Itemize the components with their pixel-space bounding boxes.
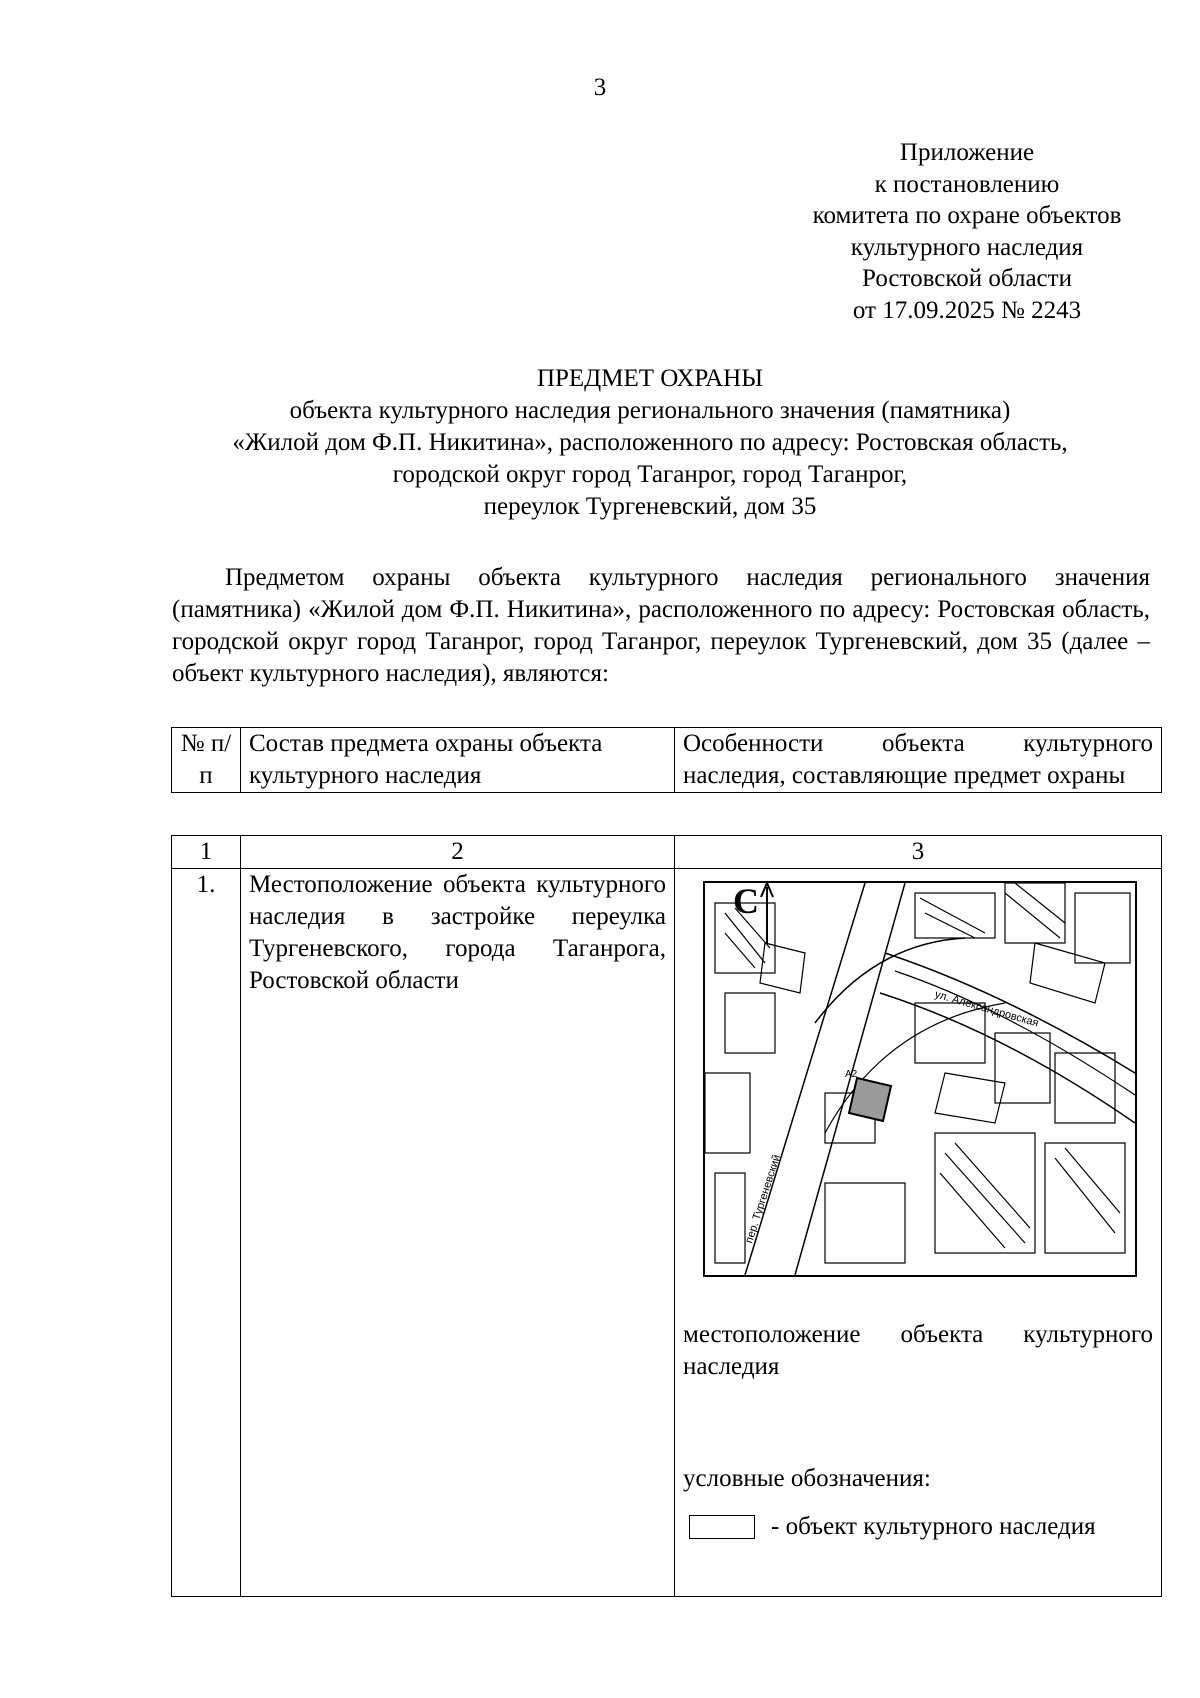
legend-title: условные обозначения:: [683, 1465, 931, 1492]
street-label-turgenevsky: пер. Тургеневский: [743, 1153, 784, 1245]
column-number: 1: [172, 836, 241, 869]
legend-swatch: [689, 1515, 755, 1539]
map-caption: местоположение объекта культурного наследия: [683, 1321, 1153, 1380]
column-number: 3: [675, 836, 1162, 869]
location-map: [703, 881, 1137, 1277]
annex-line: Приложение: [899, 139, 1035, 166]
column-number-row: [172, 836, 1162, 869]
annex-line: от 17.09.2025 № 2243: [852, 296, 1082, 324]
title-line: объекта культурного наследия регионального значения (памятника): [289, 397, 1011, 424]
header-cell-features: Особенности объекта культурного наследия, составляющие предмет охраны: [675, 728, 1162, 793]
north-letter: С: [733, 881, 759, 921]
annex-header: [780, 137, 1154, 326]
legend-item: [683, 1511, 1153, 1543]
annex-line: Ростовской области: [862, 265, 1072, 292]
column-number: 2: [241, 836, 675, 869]
protection-table: [171, 835, 1162, 1597]
title-heading: ПРЕДМЕТ ОХРАНЫ: [536, 365, 764, 392]
header-cell-number: № п/п: [172, 728, 241, 793]
title-line: переулок Тургеневский, дом 35: [483, 493, 817, 520]
title-line: городской округ город Таганрог, город Таганрог,: [392, 461, 908, 488]
row-features: [675, 869, 1162, 1597]
title-line: «Жилой дом Ф.П. Никитина», расположенного по адресу: Ростовская область,: [232, 429, 1068, 456]
header-cell-composition: Состав предмета охраны объекта культурного наследия: [241, 728, 675, 793]
row-number: 1.: [172, 869, 241, 1597]
page-number: 3: [593, 74, 607, 101]
header-table: [171, 727, 1162, 793]
row-composition: Местоположение объекта культурного наследия в застройке переулка Тургеневского, города Таганрога, Ростовской области: [241, 869, 675, 1597]
intro-paragraph: Предметом охраны объекта культурного наследия регионального значения (памятника) «Жилой дом Ф.П. Никитина», расположенного по адресу: Ростовская область, городской округ город Таганрог, город Таганрог, переулок Тургеневский, дом 35 (далее – объект культурного наследия), являются:: [172, 564, 1150, 687]
object-label: А2: [845, 1069, 858, 1080]
street-label-aleksandrovskaya: ул. Александровская: [933, 988, 1040, 1030]
legend-label: - объект культурного наследия: [771, 1513, 1096, 1540]
document-title: [150, 363, 1150, 523]
table-row: [172, 869, 1162, 1597]
annex-line: к постановлению: [874, 170, 1060, 198]
annex-line: культурного наследия: [850, 233, 1084, 261]
annex-line: комитета по охране объектов: [812, 202, 1122, 229]
table-header-row: [172, 728, 1162, 793]
